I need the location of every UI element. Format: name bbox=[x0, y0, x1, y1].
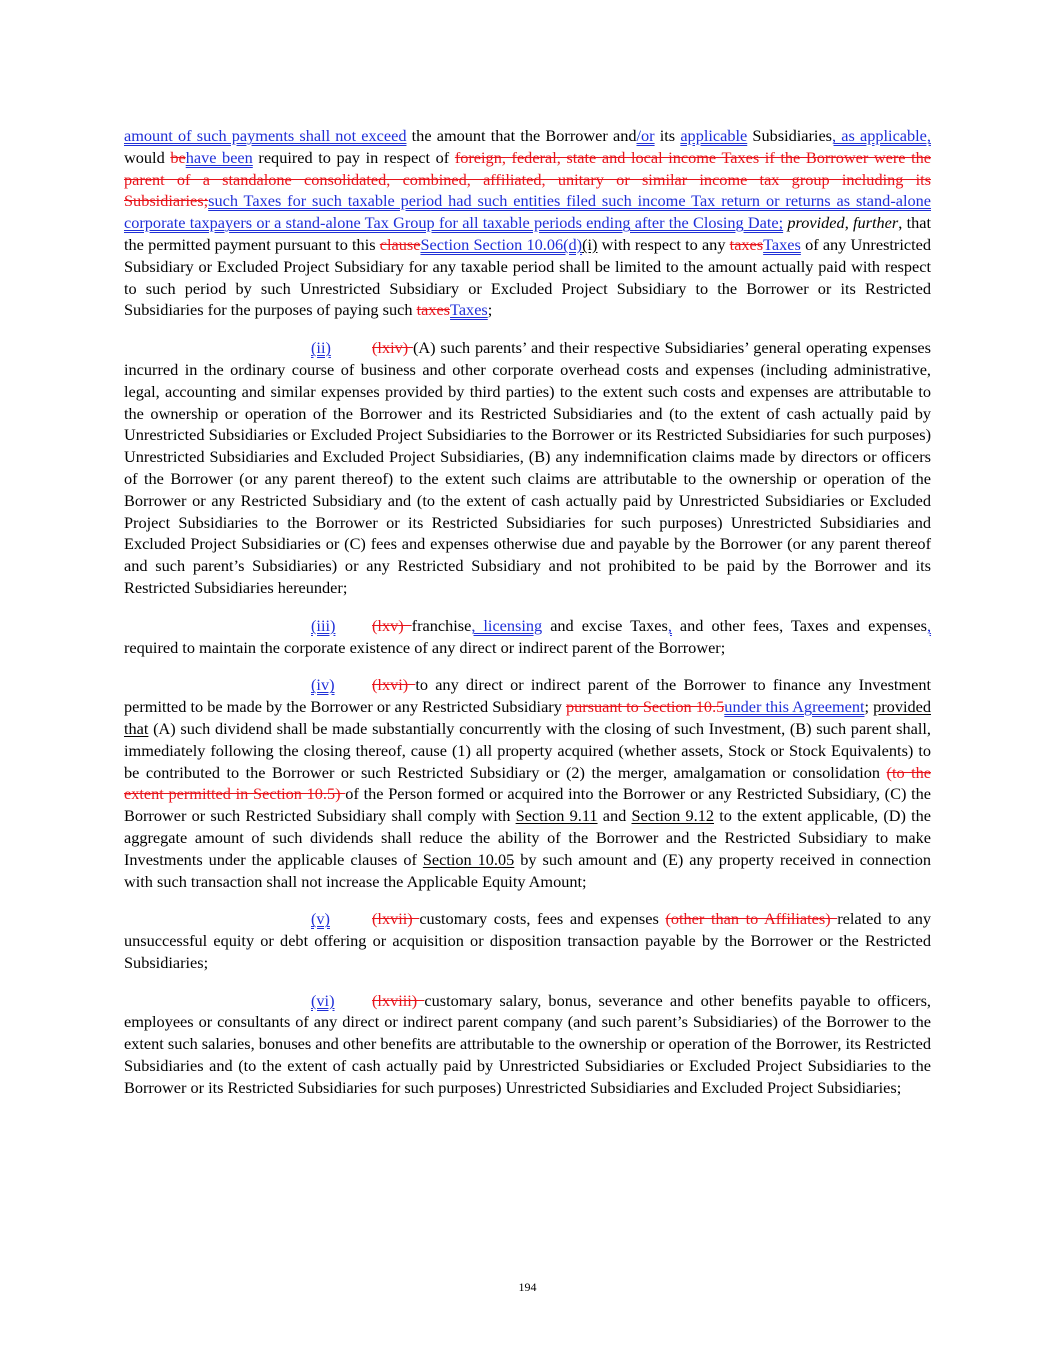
text-run: to any direct or indirect parent of the Borrower to finance any Investment permitted to be made by the Borrower or any Restricted Subsidiary bbox=[124, 675, 931, 717]
inserted-text: amount of such payments shall not exceed bbox=[124, 126, 407, 145]
clause-paragraph bbox=[124, 990, 931, 1099]
text-run: its bbox=[654, 126, 681, 145]
deleted-text: foreign, federal, state and local income Taxes if the Borrower were the parent of a standalone consolidated, combined, affiliated, unitary or similar income tax group including its Subsidiaries; bbox=[124, 147, 932, 211]
underlined-text: that bbox=[124, 718, 149, 738]
text-run: of any Unrestricted Subsidiary or Excluded Project Subsidiary for any taxable period shall be limited to the amount actually paid with respect to such period by such Unrestricted Subsidiary or Excluded Project Subsidiary to the Borrower or its Restricted Subsidiaries for the purposes of paying such bbox=[124, 234, 931, 320]
clause-paragraph bbox=[124, 337, 931, 599]
text-run: Subsidiaries bbox=[747, 126, 833, 145]
text-run: , that the permitted payment pursuant to this bbox=[124, 213, 931, 254]
clause-label: (iii) bbox=[311, 615, 336, 635]
clause-paragraph bbox=[124, 908, 931, 973]
underlined-text: (i) bbox=[582, 234, 598, 254]
inserted-text: , bbox=[667, 615, 672, 635]
text-run: by such amount and (E) any property received in connection with such transaction shall not increase the Applicable Equity Amount; bbox=[124, 849, 931, 891]
text-run: ; bbox=[864, 697, 874, 717]
underlined-text: Section 9.11 bbox=[515, 806, 598, 826]
inserted-text: such Taxes for such taxable period had such entities filed such income Tax return or returns as stand-alone corporate taxpayers or a stand-alone Tax Group for all taxable periods ending after the Closing Date; bbox=[124, 191, 931, 233]
deleted-text: pursuant to Section 10.5 bbox=[565, 697, 725, 717]
deleted-text: (lxv) bbox=[372, 615, 412, 635]
inserted-text: /or bbox=[636, 126, 655, 145]
text-run: the amount that the Borrower and bbox=[406, 126, 637, 145]
text-run: required to maintain the corporate existence of any direct or indirect parent of the Borrower; bbox=[124, 637, 726, 657]
deleted-text: (to the extent permitted in Section 10.5) bbox=[124, 762, 931, 804]
text-run: , bbox=[844, 213, 854, 233]
inserted-text: , as applicable, bbox=[832, 126, 931, 145]
deleted-text: (lxvi) bbox=[372, 675, 416, 695]
text-run: with respect to any bbox=[597, 234, 730, 254]
deleted-text: be bbox=[170, 147, 186, 167]
deleted-text: (lxviii) bbox=[372, 990, 425, 1010]
deleted-text: (lxiv) bbox=[372, 338, 413, 358]
text-run: related to any unsuccessful equity or debt offering or acquisition or disposition transaction payable by the Borrower or the Restricted Subsidiaries; bbox=[124, 909, 931, 972]
deleted-text: (other than to Affiliates) bbox=[665, 909, 838, 929]
text-run: of the Person formed or acquired into the Borrower or any Restricted Subsidiary, (C) the Borrower or such Restricted Subsidiary shall comply with bbox=[124, 784, 932, 826]
inserted-text: applicable bbox=[680, 126, 748, 145]
text-run: (A) such dividend shall be made substantially concurrently with the closing of such Investment, (B) such parent shall, immediately following the closing thereof, cause (1) all property acquired (whether assets, Stock or Stock Equivalents) to be contributed to the Borrower or such Restricted Subsidiary or (2) the merger, amalgamation or consolidation bbox=[124, 718, 931, 782]
italic-text: provided bbox=[787, 213, 845, 233]
text-run: and bbox=[597, 806, 632, 826]
text-run: customary salary, bonus, severance and other benefits payable to officers, employees or consultants of any direct or indirect parent company (and such parent’s Subsidiaries) of the Borrower to the extent such salaries, bonuses and other benefits are attributable to the ownership or operation of the Borrower, its Restricted Subsidiaries and (to the extent of cash actually paid by Unrestricted Subsidiaries or Excluded Project Subsidiaries to the Borrower or its Restricted Subsidiaries for such purposes) Unrestricted Subsidiaries and Excluded Project Subsidiaries; bbox=[124, 990, 931, 1097]
deleted-text: taxes bbox=[729, 234, 764, 254]
deleted-text: (lxvii) bbox=[372, 909, 420, 929]
clause-label: (ii) bbox=[311, 338, 331, 358]
clause-label: (iv) bbox=[311, 675, 335, 695]
deleted-text: taxes bbox=[416, 300, 451, 320]
inserted-text: Taxes bbox=[763, 234, 801, 254]
text-run: required to pay in respect of bbox=[252, 147, 455, 167]
inserted-text: under this Agreement bbox=[724, 697, 865, 717]
inserted-text: , licensing bbox=[471, 615, 543, 635]
text-run: ; bbox=[487, 300, 493, 320]
deleted-text: clause bbox=[379, 234, 421, 254]
inserted-text: Taxes bbox=[450, 300, 488, 320]
text-run: franchise bbox=[411, 615, 472, 635]
inserted-text: Section Section 10.06(d) bbox=[420, 234, 583, 254]
inserted-text: have been bbox=[185, 147, 253, 167]
inserted-text: , bbox=[926, 615, 932, 635]
clause-paragraph bbox=[124, 674, 931, 892]
clause-label: (vi) bbox=[311, 990, 335, 1010]
underlined-text: provided bbox=[873, 697, 931, 717]
text-run: and other fees, Taxes and expenses bbox=[671, 615, 927, 635]
clause-label: (v) bbox=[311, 909, 330, 929]
paragraph bbox=[124, 125, 931, 321]
text-run: customary costs, fees and expenses bbox=[419, 909, 666, 929]
text-run: and excise Taxes bbox=[542, 615, 668, 635]
text-run: would bbox=[124, 147, 171, 167]
text-run: (A) such parents’ and their respective Subsidiaries’ general operating expenses incurred in the ordinary course of business and other corporate overhead costs and expenses (including administrative, legal, accounting and similar expenses provided by third parties) to the extent such costs and expenses are attributable to the ownership or operation of the Borrower and its Restricted Subsidiaries and (to the extent of cash actually paid by Unrestricted Subsidiaries or Excluded Project Subsidiaries to the Borrower or its Restricted Subsidiaries for such purposes) Unrestricted Subsidiaries and Excluded Project Subsidiaries, (B) any indemnification claims made by directors or officers of the Borrower (or any parent thereof) to the extent such claims are attributable to the ownership or operation of the Borrower or any Restricted Subsidiary and (to the extent of cash actually paid by Unrestricted Subsidiaries or Excluded Project Subsidiaries to the Borrower or its Restricted Subsidiaries for such purposes) Unrestricted Subsidiaries and Excluded Project Subsidiaries or (C) fees and expenses otherwise due and payable by the Borrower (or any parent thereof and such parent’s Subsidiaries) or any Restricted Subsidiary and not prohibited to be paid by the Borrower and its Restricted Subsidiaries hereunder; bbox=[124, 338, 931, 597]
document-page bbox=[124, 125, 931, 1115]
page-number: 194 bbox=[518, 1280, 537, 1294]
clause-paragraph bbox=[124, 615, 931, 659]
underlined-text: Section 9.12 bbox=[631, 806, 714, 826]
text-run: to the extent applicable, (D) the aggregate amount of such dividends shall reduce the ability of the Borrower and the Restricted Subsidiary to make Investments under the applicable clauses of bbox=[124, 806, 932, 869]
italic-text: further bbox=[853, 213, 899, 233]
underlined-text: Section 10.05 bbox=[422, 849, 515, 869]
